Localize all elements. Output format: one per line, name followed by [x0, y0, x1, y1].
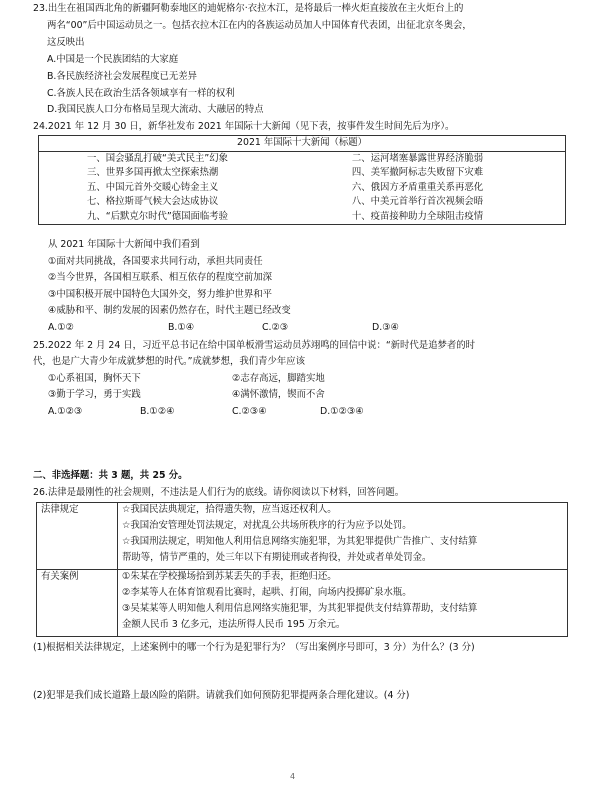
news-item-9: 九、“后默克尔时代”德国面临考验 — [87, 210, 228, 222]
case-line-2: ②李某等人在体育馆观看比赛时，起哄、打闹，向场内投掷矿泉水瓶。 — [122, 587, 412, 598]
q25-stem-line1: 25.2022 年 2 月 24 日，习近平总书记在给中国单板滑雪运动员苏翊鸣的回信中说：“新时代是追梦者的时 — [33, 340, 476, 351]
q25-statement-3: ③勤于学习，勇于实践 — [48, 389, 141, 400]
news-item-1: 一、国会骚乱打破“美式民主”幻象 — [87, 152, 228, 164]
news-item-6: 六、俄因方矛盾重重关系再恶化 — [351, 181, 484, 193]
q23-option-c: C.各族人民在政治生活各领域享有一样的权利 — [47, 88, 235, 99]
q24-statement-2: ②当今世界，各国相互联系、相互依存的程度空前加深 — [48, 272, 273, 283]
q23-stem-line2: 两名“00”后中国运动员之一。包括衣拉木江在内的各族运动员加人中国体育代表团，出征北京冬奥会， — [47, 20, 472, 31]
q25-stem-line2: 代，也是广大青少年成就梦想的时代。”成就梦想，我们青少年应该 — [33, 356, 306, 367]
news-item-4: 四、美军撤阿标志失败留下灾难 — [351, 167, 484, 179]
news-item-7: 七、格拉斯哥气候大会达成协议 — [87, 196, 219, 208]
q25-choice-b: B.①②④ — [140, 406, 175, 417]
case-label: 有关案例 — [37, 570, 118, 637]
q24-stem: 24.2021 年 12 月 30 日，新华社发布 2021 年国际十大新闻（见下表，按事件发生时间先后为序）。 — [33, 121, 455, 132]
q26-subquestion-2: (2)犯罪是我们成长道路上最凶险的陷阱。请就我们如何预防犯罪提两条合理化建议。(4 分) — [33, 690, 410, 701]
law-content — [118, 503, 568, 570]
q24-statement-1: ①面对共同挑战，各国要求共同行动，承担共同责任 — [48, 256, 263, 267]
q25-statement-1: ①心系祖国，胸怀天下 — [48, 373, 141, 384]
law-line-2: ☆我国治安管理处罚法规定，对扰乱公共场所秩序的行为应予以处罚。 — [122, 520, 412, 531]
law-row — [37, 503, 568, 570]
news-item-8: 八、中美元首举行首次视频会晤 — [351, 196, 484, 208]
law-line-4: 帮助等，情节严重的，处三年以下有期徒刑或者拘役，并处或者单处罚金。 — [122, 552, 432, 563]
q23-stem-line3: 这反映出 — [47, 37, 85, 48]
news-item-2: 二、运河堵塞暴露世界经济脆弱 — [351, 152, 484, 164]
q24-choice-a: A.①② — [48, 322, 75, 333]
q24-statement-4: ④威胁和平、制约发展的因素仍然存在，时代主题已经改变 — [48, 305, 291, 316]
q23-option-b: B.各民族经济社会发展程度已无差异 — [47, 71, 198, 82]
law-line-3: ☆我国刑法规定，明知他人利用信息网络实施犯罪，为其犯罪提供广告推广、支付结算 — [122, 536, 478, 547]
q24-choice-b: B.①④ — [168, 322, 195, 333]
news-table-title: 2021 年国际十大新闻（标题） — [39, 136, 566, 152]
q24-choice-d: D.③④ — [372, 322, 400, 333]
section-heading: 二、非选择题：共 3 题，共 25 分。 — [33, 470, 188, 481]
q25-choice-a: A.①②③ — [48, 406, 83, 417]
q24-lead: 从 2021 年国际十大新闻中我们看到 — [48, 239, 200, 250]
q23-option-d: D.我国民族人口分布格局呈现大流动、大融居的特点 — [47, 104, 264, 115]
case-line-4: 金额人民币 3 亿多元，违法所得人民币 195 万余元。 — [122, 619, 346, 630]
news-item-10: 十、疫苗接种助力全球阻击疫情 — [351, 210, 484, 222]
q26-stem: 26.法律是最刚性的社会规则，不违法是人们行为的底线。请你阅读以下材料，回答问题。 — [33, 487, 405, 498]
case-row — [37, 570, 568, 637]
q25-choice-d: D.①②③④ — [320, 406, 364, 417]
q24-choice-c: C.②③ — [262, 322, 289, 333]
case-line-3: ③吴某某等人明知他人利用信息网络实施犯罪，为其犯罪提供支付结算帮助，支付结算 — [122, 603, 478, 614]
q23-option-a: A.中国是一个民族团结的大家庭 — [47, 54, 179, 65]
news-table — [38, 135, 566, 225]
q26-subquestion-1: (1)根据相关法律规定，上述案例中的哪一个行为是犯罪行为？（写出案例序号即可，3 分）为什么？(3 分) — [33, 642, 475, 653]
law-line-1: ☆我国民法典规定，拾得遗失物，应当返还权利人。 — [122, 504, 337, 515]
news-item-3: 三、世界多国再掀太空探索热潮 — [87, 167, 219, 179]
page-number: 4 — [290, 772, 296, 781]
law-case-table — [36, 502, 568, 637]
q25-statement-2: ②志存高远，脚踏实地 — [232, 373, 325, 384]
q25-statement-4: ④满怀激情，锲而不舍 — [232, 389, 325, 400]
case-content — [118, 570, 568, 637]
news-item-5: 五、中国元首外交暖心铸金主义 — [87, 181, 219, 193]
q24-statement-3: ③中国积极开展中国特色大国外交，努力维护世界和平 — [48, 289, 273, 300]
q23-stem-line1: 23.出生在祖国西北角的新疆阿勒泰地区的迪妮格尔·衣拉木江，是将最后一棒火炬直接放在主火炬台上的 — [33, 3, 464, 14]
law-label: 法律规定 — [37, 503, 118, 570]
q25-choice-c: C.②③④ — [232, 406, 267, 417]
case-line-1: ①朱某在学校操场拾到苏某丢失的手表，拒绝归还。 — [122, 571, 337, 582]
